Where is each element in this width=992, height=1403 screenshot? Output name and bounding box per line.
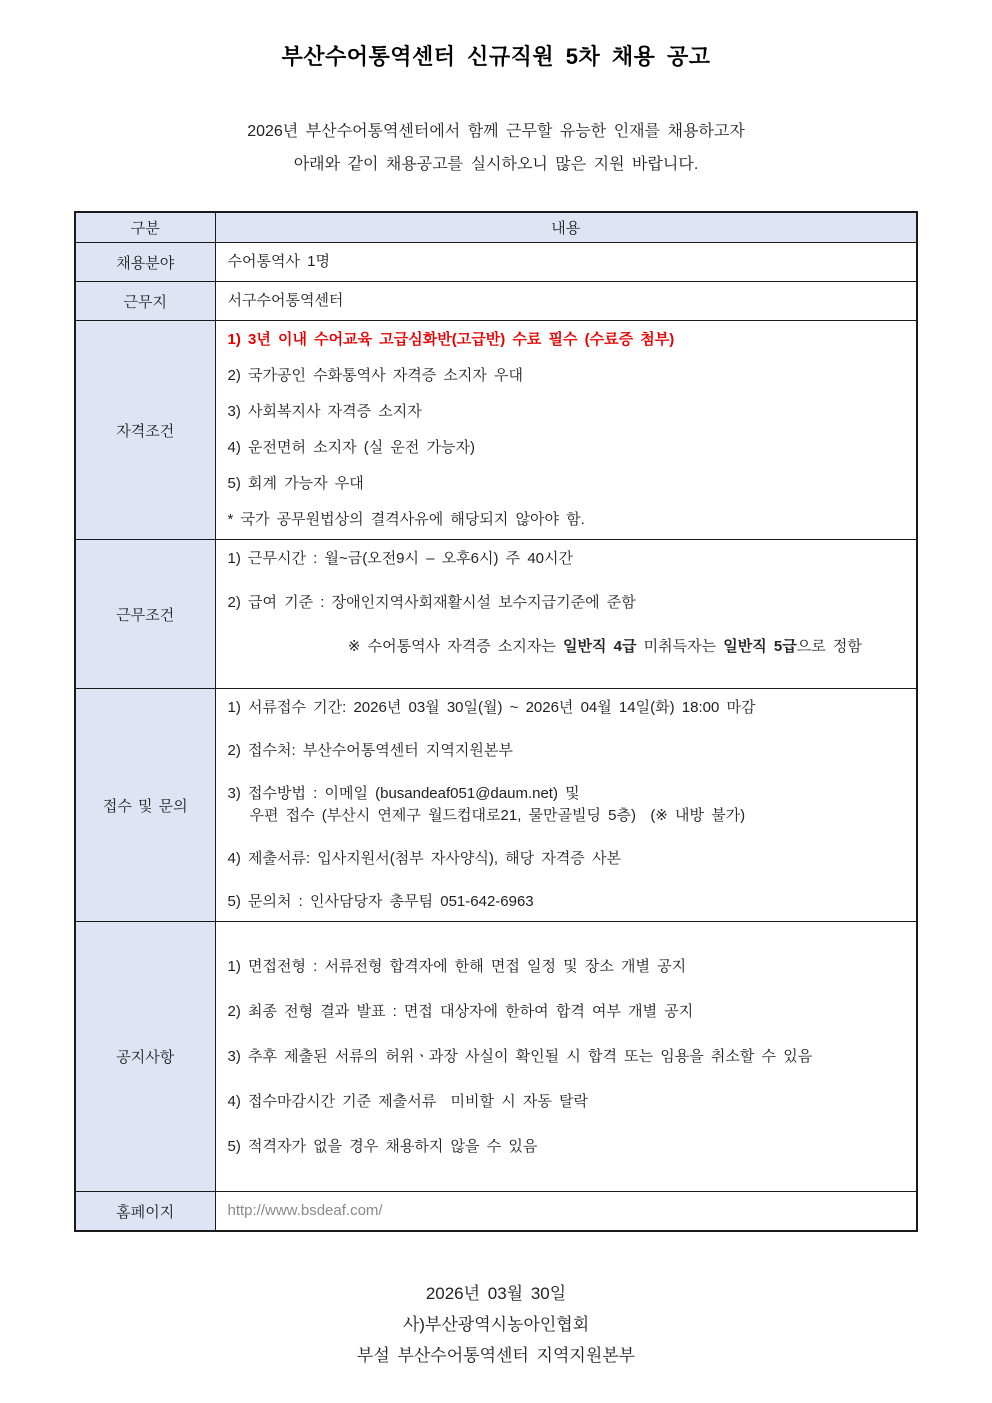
row-label-work-conditions: 근무조건 — [75, 540, 215, 689]
application-method-item: 3) 접수방법 : 이메일 (busandeaf051@daum.net) 및 — [227, 785, 580, 802]
table-row-recruit-field — [75, 243, 917, 282]
application-method-mail-line: 우편 접수 (부산시 연제구 월드컵대로21, 물만골빌딩 5층) (※ 내방 불가) — [249, 807, 746, 824]
intro-line-2: 아래와 같이 채용공고를 실시하오니 많은 지원 바랍니다. — [293, 156, 699, 173]
table-row-application — [75, 689, 917, 922]
table-row-notices — [75, 922, 917, 1192]
qualification-item: 4) 운전면허 소지자 (실 운전 가능자) — [227, 439, 476, 456]
cell-work-conditions — [215, 540, 917, 689]
application-documents-item: 4) 제출서류: 입사지원서(첨부 자사양식), 해당 자격증 사본 — [227, 850, 621, 867]
table-row-qualifications — [75, 321, 917, 540]
application-office-item: 2) 접수처: 부산수어통역센터 지역지원본부 — [227, 742, 513, 759]
salary-grade-5: 일반직 5급 — [723, 638, 797, 655]
row-label-homepage: 홈페이지 — [75, 1192, 215, 1232]
row-label-recruit-field: 채용분야 — [75, 243, 215, 282]
intro-paragraph — [0, 115, 992, 181]
notice-item: 4) 접수마감시간 기준 제출서류 미비할 시 자동 탈락 — [227, 1092, 588, 1110]
row-label-qualifications: 자격조건 — [75, 321, 215, 540]
salary-note-seg: 으로 정함 — [796, 638, 862, 655]
application-contact-item: 5) 문의처 : 인사담당자 총무팀 051-642-6963 — [227, 893, 534, 910]
cell-qualifications — [215, 321, 917, 540]
notice-item: 2) 최종 전형 결과 발표 : 면접 대상자에 한하여 합격 여부 개별 공지 — [227, 1002, 694, 1020]
qualification-note: * 국가 공무원법상의 결격사유에 해당되지 않아야 함. — [227, 511, 585, 528]
document-footer — [0, 1278, 992, 1371]
row-label-application: 접수 및 문의 — [75, 689, 215, 922]
salary-item-group — [228, 592, 909, 680]
work-hours-item: 1) 근무시간 : 월~금(오전9시 – 오후6시) 주 40시간 — [227, 550, 573, 567]
application-period-item: 1) 서류접수 기간: 2026년 03월 30일(월) ~ 2026년 04월 14일(화) 18:00 마감 — [227, 699, 756, 716]
salary-item: 2) 급여 기준 : 장애인지역사회재활시설 보수지급기준에 준함 — [227, 594, 636, 611]
application-method-group — [228, 783, 909, 827]
cell-recruit-field — [215, 243, 917, 282]
qualification-item: 3) 사회복지사 자격증 소지자 — [227, 403, 422, 420]
table-header-row — [75, 212, 917, 243]
salary-note-seg: 미취득자는 — [636, 638, 724, 655]
cell-homepage — [215, 1192, 917, 1232]
qualification-item: 2) 국가공인 수화통역사 자격증 소지자 우대 — [227, 367, 524, 384]
cell-notices — [215, 922, 917, 1192]
table-row-work-conditions — [75, 540, 917, 689]
qualification-item: 5) 회계 가능자 우대 — [227, 475, 364, 492]
homepage-url[interactable]: http://www.bsdeaf.com/ — [227, 1202, 383, 1219]
cell-application — [215, 689, 917, 922]
table-row-homepage — [75, 1192, 917, 1232]
column-header-category: 구분 — [75, 212, 215, 243]
row-label-notices: 공지사항 — [75, 922, 215, 1192]
row-label-workplace: 근무지 — [75, 282, 215, 321]
table-row-workplace — [75, 282, 917, 321]
qualification-item-required: 1) 3년 이내 수어교육 고급심화반(고급반) 수료 필수 (수료증 첨부) — [227, 331, 675, 348]
workplace-value: 서구수어통역센터 — [227, 292, 344, 309]
recruit-field-value: 수어통역사 1명 — [227, 253, 330, 270]
column-header-content: 내용 — [215, 212, 917, 243]
salary-note-seg: ※ 수어통역사 자격증 소지자는 — [347, 638, 563, 655]
salary-grade-note — [228, 614, 909, 680]
footer-organization: 사)부산광역시농아인협회 — [402, 1315, 590, 1334]
footer-date: 2026년 03월 30일 — [425, 1284, 567, 1303]
notice-item: 1) 면접전형 : 서류전형 합격자에 한해 면접 일정 및 장소 개별 공지 — [227, 957, 687, 975]
notice-item: 3) 추후 제출된 서류의 허위ㆍ과장 사실이 확인될 시 합격 또는 임용을 취소할 수 있음 — [227, 1047, 813, 1065]
notice-item: 5) 적격자가 없을 경우 채용하지 않을 수 있음 — [227, 1137, 538, 1155]
intro-line-1: 2026년 부산수어통역센터에서 함께 근무할 유능한 인재를 채용하고자 — [247, 123, 745, 140]
cell-workplace — [215, 282, 917, 321]
footer-department: 부설 부산수어통역센터 지역지원본부 — [356, 1346, 636, 1365]
recruitment-table — [74, 211, 918, 1232]
page-title: 부산수어통역센터 신규직원 5차 채용 공고 — [281, 44, 711, 69]
salary-grade-4: 일반직 4급 — [562, 638, 637, 655]
